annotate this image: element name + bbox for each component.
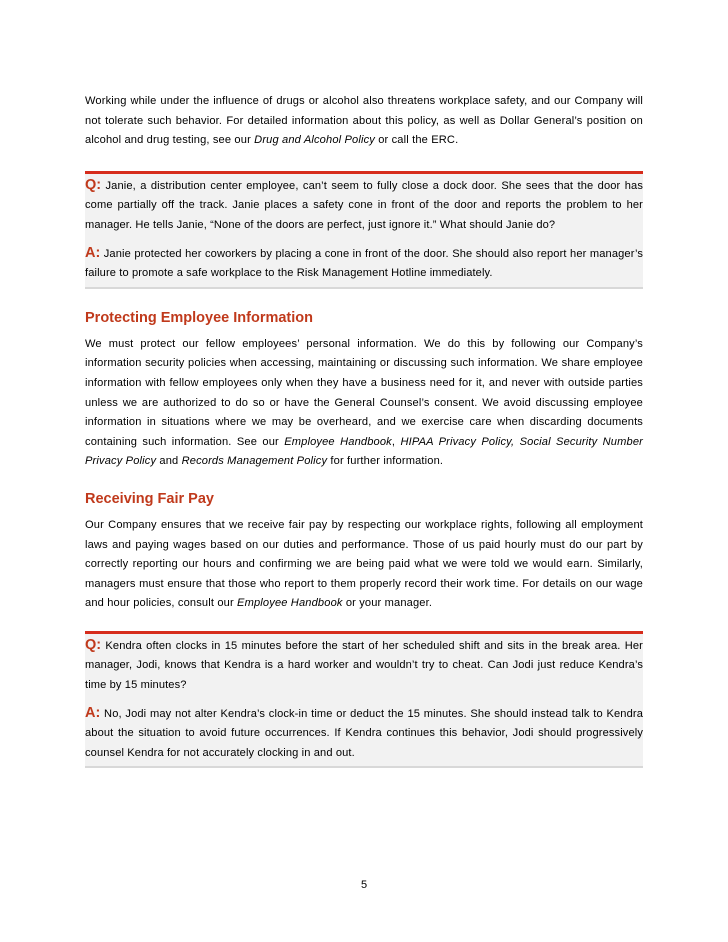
section-heading-employee-information: Protecting Employee Information [85,309,313,326]
question [85,176,643,236]
policy-reference: Employee Handbook [284,435,392,448]
policy-reference: Employee Handbook [237,597,343,610]
policy-reference: Drug and Alcohol Policy [254,134,375,147]
answer-text: No, Jodi may not alter Kendra’s clock-in time or deduct the 15 minutes. She should instead talk to Kendra about the situation to avoid future occurrences. If Kendra continues this behavior, Jodi should progressively counsel Kendra for not accurately clocking in and out. [85,707,643,759]
intro-text-end: or call the ERC. [374,134,459,147]
employee-information-paragraph [85,335,643,472]
question [85,636,643,696]
answer [85,704,643,764]
answer-label: A: [85,704,101,721]
intro-text: Working while under the influence of drugs or alcohol also threatens workplace safety, and our Company will not tolerate such behavior. For detailed information about this policy, as well as Dollar General’s position on alcohol and drug testing, see our [85,95,643,147]
section-text: and [156,455,182,468]
fair-pay-paragraph [85,516,643,614]
policy-reference: Records Management Policy [181,455,328,468]
question-label: Q: [85,176,102,193]
question-text: Janie, a distribution center employee, can’t seem to fully close a dock door. She sees that the door has come partially off the track. Janie places a safety cone in front of the door and reports the problem to her manager. He tells Janie, “None of the doors are perfect, just ignore it.” What should Janie do? [85,179,643,231]
section-heading-fair-pay: Receiving Fair Pay [85,490,214,507]
answer [85,244,643,284]
policy-reference: HIPAA Privacy Policy, Social Security Number Privacy Policy [85,435,643,468]
intro-paragraph [85,92,643,151]
question-label: Q: [85,636,102,653]
page-number: 5 [360,879,368,891]
section-text: Our Company ensures that we receive fair pay by respecting our workplace rights, following all employment laws and paying wages based on our duties and performance. Those of us paid hourly must do our part by correctly reporting our hours and confirming we are being paid what we were told we would earn. Similarly, managers must ensure that those who report to them properly record their work time. For details on our wage and hour policies, consult our [85,518,643,610]
section-text: for further information. [327,455,444,468]
answer-label: A: [85,244,101,261]
qa-box-clock-in [85,631,643,769]
answer-text: Janie protected her coworkers by placing a cone in front of the door. She should also report her manager’s failure to promote a safe workplace to the Risk Management Hotline immediately. [85,247,643,280]
question-text: Kendra often clocks in 15 minutes before the start of her scheduled shift and sits in the break area. Her manager, Jodi, knows that Kendra is a hard worker and wouldn’t try to cheat. Can Jodi just reduce Kendra’s time by 15 minutes? [85,639,643,692]
section-text: or your manager. [342,597,433,610]
qa-box-dock-door [85,171,643,289]
document-page [85,92,643,768]
section-text: , [391,435,401,448]
section-text: We must protect our fellow employees’ personal information. We do this by following our Company’s information security policies when accessing, maintaining or discussing such information. We share employee information with fellow employees only when they have a business need for it, and never with outside parties unless we are authorized to do so or have the General Counsel’s consent. We avoid discussing employee information in situations where we may be overheard, and we exercise care when discarding documents containing such information. See our [85,337,643,448]
